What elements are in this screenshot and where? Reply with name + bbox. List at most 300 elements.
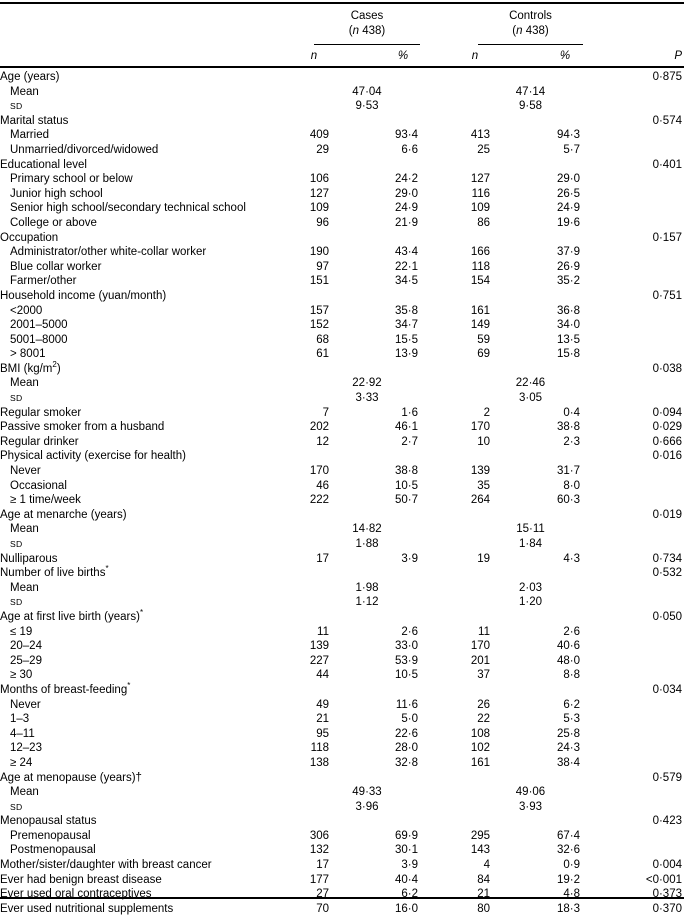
controls-percent-value: 37·9 (556, 246, 580, 259)
table-row (0, 537, 684, 552)
cases-n-value: 132 (309, 844, 329, 857)
controls-n-value: 109 (470, 202, 490, 215)
controls-percent-value: 13·5 (556, 333, 580, 346)
controls-stat-value: 15·11 (516, 523, 545, 536)
cases-percent-value: 10·5 (394, 479, 418, 492)
cases-n-value: 44 (316, 669, 329, 682)
cases-n-value: 202 (309, 421, 329, 434)
row-label: Mother/sister/daughter with breast cancer (0, 859, 212, 872)
cases-stat-value: 49·33 (352, 786, 382, 799)
cases-stat-value: 1·12 (355, 596, 379, 609)
row-label: 20–24 (10, 640, 42, 653)
cases-percent-value: 3·9 (401, 552, 418, 565)
table-row (0, 318, 684, 333)
table-row (0, 304, 684, 319)
controls-n-value: 102 (470, 742, 490, 755)
table-row (0, 274, 684, 289)
row-label: 25–29 (10, 654, 42, 667)
controls-percent-value: 24·3 (556, 742, 580, 755)
cases-percent-value: 38·8 (394, 465, 418, 478)
cases-percent-value: 2·6 (401, 625, 418, 638)
row-label: Primary school or below (10, 173, 133, 186)
table-row (0, 420, 684, 435)
controls-percent-value: 5·3 (563, 713, 580, 726)
row-label: Physical activity (exercise for health) (0, 450, 186, 463)
cases-n-value: 29 (316, 143, 329, 156)
controls-stat-value: 49·06 (515, 786, 546, 799)
cases-percent-value: 28·0 (394, 742, 418, 755)
cases-n-value: 170 (309, 465, 329, 478)
cases-percent-value: 11·6 (395, 698, 418, 711)
cases-n-value: 138 (309, 756, 329, 769)
p-value: 0·050 (652, 610, 682, 623)
p-value: 0·666 (652, 435, 682, 448)
row-label: Age at menarche (years) (0, 508, 127, 521)
p-value: 0·094 (652, 406, 682, 419)
column-header-cases-pct: % (397, 50, 409, 62)
controls-n-value: 19 (477, 552, 490, 565)
row-label: Months of breast-feeding* (0, 681, 131, 696)
row-label: Senior high school/secondary technical school (10, 202, 246, 215)
row-label: Nulliparous (0, 552, 58, 565)
controls-percent-value: 15·8 (556, 348, 580, 361)
row-label (10, 391, 23, 406)
cases-n-value: 97 (316, 260, 329, 273)
cases-spanner-rule (314, 44, 420, 45)
table-row (0, 464, 684, 479)
cases-percent-value: 22·6 (394, 727, 418, 740)
column-header-p-value: P (674, 50, 682, 62)
cases-n-value: 409 (309, 129, 329, 142)
table-row (0, 800, 684, 815)
table-row (0, 552, 684, 567)
cases-group-n: (n 438) (348, 24, 386, 37)
table-row (0, 362, 684, 377)
controls-n-value: 161 (470, 304, 490, 317)
controls-n-value: 143 (470, 844, 490, 857)
cases-percent-value: 2·7 (401, 435, 418, 448)
table-row (0, 85, 684, 100)
controls-n-value: 127 (470, 173, 490, 186)
p-value: 0·532 (652, 567, 682, 580)
controls-percent-value: 32·6 (556, 844, 580, 857)
controls-percent-value: 2·6 (563, 625, 580, 638)
controls-stat-value: 1·84 (518, 538, 543, 550)
cases-percent-value: 1·6 (401, 406, 418, 419)
cases-percent-value: 29·0 (394, 187, 418, 200)
table-row (0, 858, 684, 873)
controls-n-value: 2 (483, 406, 490, 419)
p-value: 0·019 (652, 508, 682, 521)
cases-n-value: 190 (309, 246, 329, 259)
controls-percent-value: 5·7 (563, 143, 580, 156)
cases-n-value: 227 (309, 654, 329, 667)
cases-percent-value: 40·4 (394, 873, 418, 886)
controls-percent-value: 29·0 (556, 173, 580, 186)
controls-percent-value: 0·9 (563, 859, 580, 872)
table-row (0, 668, 684, 683)
table-row (0, 610, 684, 625)
table-row (0, 376, 684, 391)
p-value: 0·157 (652, 231, 682, 244)
cases-n-value: 118 (310, 742, 329, 755)
cases-percent-value: 3·9 (401, 859, 418, 872)
row-label: Blue collar worker (10, 260, 102, 273)
controls-n-value: 166 (470, 246, 490, 259)
cases-n-value: 177 (309, 873, 329, 886)
cases-n-value: 106 (309, 173, 329, 186)
table-row (0, 785, 684, 800)
row-label: ≤ 19 (10, 625, 33, 638)
row-label-text: SD (10, 539, 23, 549)
row-label: Married (10, 129, 49, 142)
table-row (0, 625, 684, 640)
p-value: 0·016 (652, 450, 682, 463)
cases-n-value: 7 (322, 406, 329, 419)
row-label: Ever used nutritional supplements (0, 902, 174, 915)
cases-n-value: 109 (309, 202, 329, 215)
row-label: Mean (10, 377, 39, 390)
row-label (10, 595, 23, 610)
table-top-rule (0, 2, 684, 4)
cases-percent-value: 93·4 (394, 129, 418, 142)
cases-percent-value: 13·9 (394, 348, 418, 361)
controls-group-n: (n 438) (512, 24, 549, 37)
row-label: Mean (10, 523, 39, 536)
table-row (0, 654, 684, 669)
row-label: Occupation (0, 231, 59, 244)
cases-percent-value: 21·9 (394, 216, 418, 229)
controls-percent-value: 4·3 (563, 552, 580, 565)
controls-n-value: 37 (477, 669, 490, 682)
cases-n-value: 11 (317, 625, 329, 638)
controls-n-value: 69 (477, 348, 490, 361)
row-label: 12–23 (10, 742, 42, 755)
row-label: Household income (yuan/month) (0, 289, 167, 302)
controls-percent-value: 38·4 (556, 756, 580, 769)
table-row (0, 114, 684, 129)
cases-n-value: 68 (316, 333, 329, 346)
cases-percent-value: 43·4 (394, 246, 418, 259)
table-row (0, 158, 684, 173)
controls-n-value: 413 (470, 129, 490, 142)
row-label: Menopausal status (0, 815, 97, 828)
controls-n-value: 21 (477, 888, 490, 901)
column-group-cases (314, 9, 420, 38)
controls-percent-value: 67·4 (556, 829, 580, 842)
table-row (0, 829, 684, 844)
cases-percent-value: 6·6 (401, 143, 418, 156)
row-label: Unmarried/divorced/widowed (10, 143, 159, 156)
cases-percent-value: 5·0 (401, 713, 418, 726)
row-label: Administrator/other white-collar worker (10, 246, 207, 259)
cases-n-value: 306 (309, 829, 329, 842)
cases-n-value: 17 (316, 859, 329, 872)
row-label: Age at first live birth (years)* (0, 608, 144, 623)
controls-n-value: 139 (470, 465, 490, 478)
cases-stat-value: 3·96 (355, 800, 379, 813)
cases-stat-value: 22·92 (352, 377, 382, 390)
row-label: ≥ 24 (10, 756, 33, 769)
cases-stat-value: 9·53 (355, 100, 379, 113)
cases-percent-value: 35·8 (394, 304, 418, 317)
controls-n-value: 295 (470, 829, 490, 842)
p-value: 0·579 (652, 771, 682, 784)
controls-n-value: 108 (470, 727, 490, 740)
cases-percent-value: 34·5 (394, 275, 418, 288)
controls-n-value: 86 (477, 216, 490, 229)
row-label: Postmenopausal (10, 844, 96, 857)
controls-n-value: 25 (477, 143, 490, 156)
row-label-text: SD (10, 597, 23, 608)
controls-percent-value: 2·3 (563, 435, 580, 448)
controls-percent-value: 36·8 (556, 304, 580, 317)
controls-percent-value: 26·5 (556, 187, 580, 200)
p-value: 0·038 (652, 362, 682, 375)
p-value: 0·574 (652, 114, 682, 127)
table-row (0, 128, 684, 143)
cases-n-value: 21 (316, 713, 329, 726)
controls-n-symbol: n (516, 24, 523, 37)
controls-n-value: 161 (470, 756, 490, 769)
row-label: 4–11 (10, 727, 35, 740)
row-label (10, 537, 23, 552)
row-label: > 8001 (10, 348, 46, 361)
row-label-text: SD (10, 393, 23, 404)
cases-percent-value: 22·1 (394, 260, 418, 273)
row-label: <2000 (10, 304, 43, 317)
controls-n-value: 80 (477, 902, 490, 915)
controls-percent-value: 19·6 (556, 216, 580, 229)
row-label: Passive smoker from a husband (0, 421, 165, 434)
row-label: 5001–8000 (10, 333, 68, 346)
row-label: Mean (10, 581, 39, 594)
controls-stat-value: 22·46 (515, 377, 546, 390)
controls-n-value: 59 (477, 333, 490, 346)
cases-percent-value: 50·7 (394, 494, 418, 507)
table-row (0, 843, 684, 858)
p-value: 0·734 (652, 552, 682, 565)
controls-spanner-rule (478, 44, 583, 45)
table-row (0, 289, 684, 304)
controls-stat-value: 9·58 (518, 100, 543, 113)
row-label: ≥ 1 time/week (10, 494, 81, 507)
cases-group-label: Cases (350, 10, 384, 22)
table-row (0, 508, 684, 523)
cases-stat-value: 14·82 (352, 523, 382, 536)
column-header-cases-n: n (310, 50, 318, 62)
table-row (0, 260, 684, 275)
controls-percent-value: 24·9 (556, 202, 580, 215)
controls-n-value: 170 (470, 640, 490, 653)
cases-n-value: 127 (309, 187, 329, 200)
controls-percent-value: 34·0 (556, 319, 580, 332)
cases-percent-value: 46·1 (394, 421, 418, 434)
controls-stat-value: 1·20 (518, 596, 543, 609)
cases-n-value: 49 (316, 698, 329, 711)
row-label: Junior high school (10, 187, 103, 200)
cases-percent-value: 69·9 (394, 829, 418, 842)
cases-n-value: 17 (316, 552, 329, 565)
cases-stat-value: 1·98 (355, 581, 379, 594)
controls-n-value: 116 (471, 187, 490, 200)
cases-percent-value: 30·1 (394, 844, 418, 857)
controls-n-value: 4 (483, 859, 490, 872)
controls-percent-value: 31·7 (556, 465, 580, 478)
p-value: 0·751 (652, 289, 682, 302)
controls-n-value: 11 (478, 625, 490, 638)
controls-percent-value: 4·8 (563, 888, 580, 901)
cases-n-value: 61 (316, 348, 329, 361)
table-row (0, 245, 684, 260)
controls-percent-value: 25·8 (556, 727, 580, 740)
table-row (0, 756, 684, 771)
cases-n-value: 222 (309, 494, 329, 507)
row-label: Never (10, 698, 41, 711)
controls-percent-value: 6·2 (563, 698, 580, 711)
cases-percent-value: 53·9 (394, 654, 418, 667)
controls-n-value: 170 (470, 421, 490, 434)
row-label-text: SD (10, 801, 23, 812)
row-label: Age at menopause (years)† (0, 771, 142, 784)
row-label: Occasional (10, 479, 67, 492)
p-value: 0·004 (652, 859, 682, 872)
cases-n-value: 27 (316, 888, 329, 901)
row-label: Farmer/other (10, 275, 77, 288)
table-row (0, 70, 684, 85)
controls-n-value: 118 (471, 260, 490, 273)
controls-group-label: Controls (509, 10, 552, 22)
cases-stat-value: 47·04 (352, 85, 382, 98)
column-group-controls (478, 9, 583, 38)
controls-percent-value: 40·6 (556, 640, 580, 653)
row-label: BMI $(kg/m^2)$ (0, 360, 61, 375)
row-label (10, 99, 23, 114)
row-label: Ever had benign breast disease (0, 873, 162, 886)
row-label-text: SD (10, 101, 23, 112)
p-value: 0·875 (652, 71, 682, 83)
table-row (0, 727, 684, 742)
table-body (0, 70, 684, 916)
table-row (0, 479, 684, 494)
cases-stat-value: 1·88 (355, 538, 379, 550)
controls-n-value: 201 (470, 654, 490, 667)
controls-n-value: 22 (477, 713, 490, 726)
table-row (0, 333, 684, 348)
controls-percent-value: 60·3 (556, 494, 580, 507)
cases-percent-value: 32·8 (394, 756, 418, 769)
table-row (0, 741, 684, 756)
table-row (0, 347, 684, 362)
table-row (0, 201, 684, 216)
table-row (0, 449, 684, 464)
row-label: Never (10, 465, 41, 478)
controls-percent-value: 18·3 (556, 902, 580, 915)
cases-n-value: 152 (309, 319, 329, 332)
table-header-rule (0, 66, 684, 68)
table-row (0, 639, 684, 654)
row-label: Premenopausal (10, 829, 91, 842)
row-label: Educational level (0, 158, 87, 171)
row-label: Mean (10, 786, 39, 799)
controls-stat-value: 3·93 (518, 800, 543, 813)
table-row (0, 522, 684, 537)
cases-percent-value: 34·7 (394, 319, 418, 332)
controls-percent-value: 19·2 (556, 873, 580, 886)
cases-percent-value: 33·0 (394, 640, 418, 653)
table-row (0, 435, 684, 450)
table-row (0, 873, 684, 888)
controls-n-value: 154 (470, 275, 490, 288)
controls-stat-value: 47·14 (515, 85, 546, 98)
row-label: College or above (10, 216, 97, 229)
table-row (0, 187, 684, 202)
controls-n-value: 438 (525, 24, 545, 37)
cases-n-value: 46 (316, 479, 329, 492)
controls-percent-value: 94·3 (556, 129, 580, 142)
cases-n-value: 95 (316, 727, 329, 740)
controls-n-value: 264 (470, 494, 490, 507)
table-row (0, 712, 684, 727)
cases-n-symbol: n (352, 24, 359, 37)
cases-n-value: 139 (309, 640, 329, 653)
p-value: <0·001 (645, 873, 682, 886)
cases-percent-value: 24·9 (394, 202, 418, 215)
row-label: Age (years) (0, 71, 60, 83)
controls-percent-value: 48·0 (556, 654, 580, 667)
row-label: Marital status (0, 114, 69, 127)
p-value: 0·034 (652, 683, 682, 696)
cases-n-value: 12 (316, 435, 329, 448)
table-row (0, 99, 684, 114)
table-row (0, 887, 684, 902)
table-row (0, 814, 684, 829)
controls-percent-value: 38·8 (556, 421, 580, 434)
row-label: ≥ 30 (10, 669, 33, 682)
p-value: 0·423 (652, 815, 682, 828)
p-value: 0·401 (652, 158, 682, 171)
controls-percent-value: 8·8 (563, 669, 580, 682)
controls-percent-value: 35·2 (556, 275, 580, 288)
cases-percent-value: 6·2 (401, 888, 418, 901)
row-label: Regular drinker (0, 435, 79, 448)
cases-percent-value: 10·5 (394, 669, 418, 682)
table-row (0, 493, 684, 508)
table-row (0, 231, 684, 246)
controls-n-value: 10 (477, 435, 490, 448)
table-row (0, 698, 684, 713)
column-header-controls-pct: % (559, 50, 571, 62)
row-label: Number of live births* (0, 564, 109, 580)
table-row (0, 595, 684, 610)
row-label: Regular smoker (0, 406, 82, 419)
cases-percent-value: 24·2 (394, 173, 418, 186)
row-label: 2001–5000 (10, 319, 68, 332)
controls-stat-value: 3·05 (518, 392, 543, 405)
table-row (0, 771, 684, 786)
cases-n-value: 438 (362, 24, 382, 37)
table-row (0, 683, 684, 698)
cases-n-value: 70 (316, 902, 329, 915)
table-row (0, 172, 684, 187)
row-label (10, 800, 23, 815)
table-row (0, 391, 684, 406)
controls-n-value: 84 (477, 873, 490, 886)
controls-stat-value: 2·03 (518, 581, 543, 594)
table-row (0, 143, 684, 158)
column-header-controls-n: n (471, 50, 479, 62)
p-value: 0·029 (652, 421, 682, 434)
